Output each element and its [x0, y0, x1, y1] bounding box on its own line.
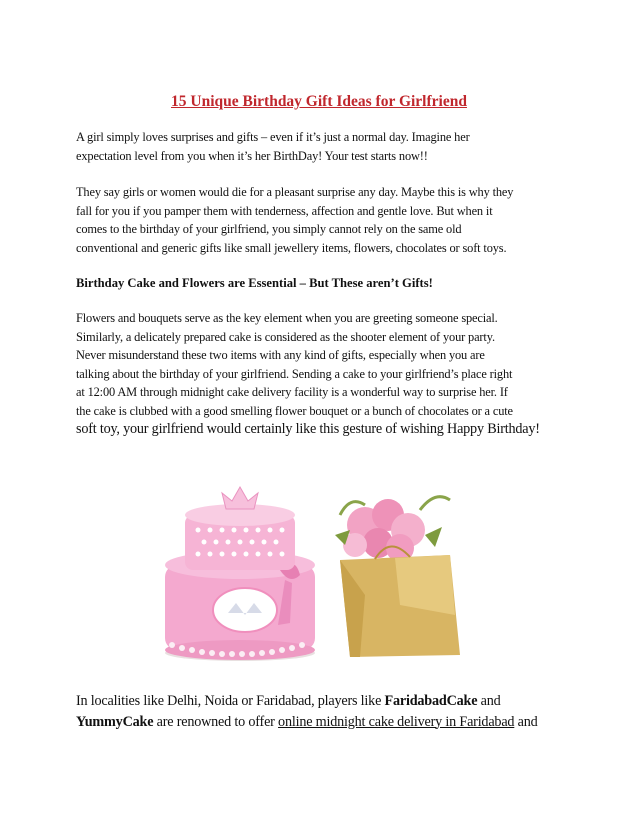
paragraph-2: [76, 183, 568, 257]
text-line: comes to the birthday of your girlfriend, you simply cannot rely on the same old: [76, 222, 462, 236]
text-line: [76, 692, 568, 711]
text-line: Flowers and bouquets serve as the key element when you are greeting someone special.: [76, 311, 498, 325]
text-segment: and: [477, 693, 501, 709]
section-heading: Birthday Cake and Flowers are Essential – But These aren’t Gifts!: [76, 276, 433, 290]
text-line: [76, 713, 568, 732]
intro-paragraph: [76, 128, 568, 165]
yummycake-name: YummyCake: [76, 713, 154, 730]
text-segment: are renowned to offer: [153, 713, 279, 730]
faridabad-delivery-link[interactable]: online midnight cake delivery in Faridabad: [278, 713, 515, 730]
text-line: conventional and generic gifts like small jewellery items, flowers, chocolates or soft toys.: [76, 240, 507, 255]
text-line: at 12:00 AM through midnight cake delivery facility is a wonderful way to surprise her. If: [76, 385, 508, 399]
cake-and-flowers-image: [150, 475, 480, 665]
paragraph-3: [76, 309, 568, 439]
faridabadcake-name: FaridabadCake: [384, 693, 478, 709]
text-line: expectation level from you when it’s her BirthDay! Your test starts now!!: [76, 148, 428, 163]
text-line: talking about the birthday of your girlfriend. Sending a cake to your girlfriend’s place right: [76, 366, 513, 381]
text-line: They say girls or women would die for a pleasant surprise any day. Maybe this is why they: [76, 185, 514, 199]
text-segment: In localities like Delhi, Noida or Faridabad, players like: [76, 693, 385, 709]
page-title: 15 Unique Birthday Gift Ideas for Girlfriend: [171, 93, 467, 110]
text-line: the cake is clubbed with a good smelling flower bouquet or a bunch of chocolates or a cute: [76, 403, 513, 418]
text-line: fall for you if you pamper them with tenderness, affection and gentle love. But when it: [76, 203, 493, 218]
text-line: soft toy, your girlfriend would certainly like this gesture of wishing Happy Birthday!: [76, 421, 540, 437]
text-segment: and: [514, 713, 538, 730]
text-line: Never misunderstand these two items with any kind of gifts, especially when you are: [76, 348, 485, 362]
text-line: A girl simply loves surprises and gifts – even if it’s just a normal day. Imagine her: [76, 130, 470, 144]
text-line: Similarly, a delicately prepared cake is considered as the shooter element of your party.: [76, 329, 495, 344]
paragraph-4: [76, 692, 568, 731]
